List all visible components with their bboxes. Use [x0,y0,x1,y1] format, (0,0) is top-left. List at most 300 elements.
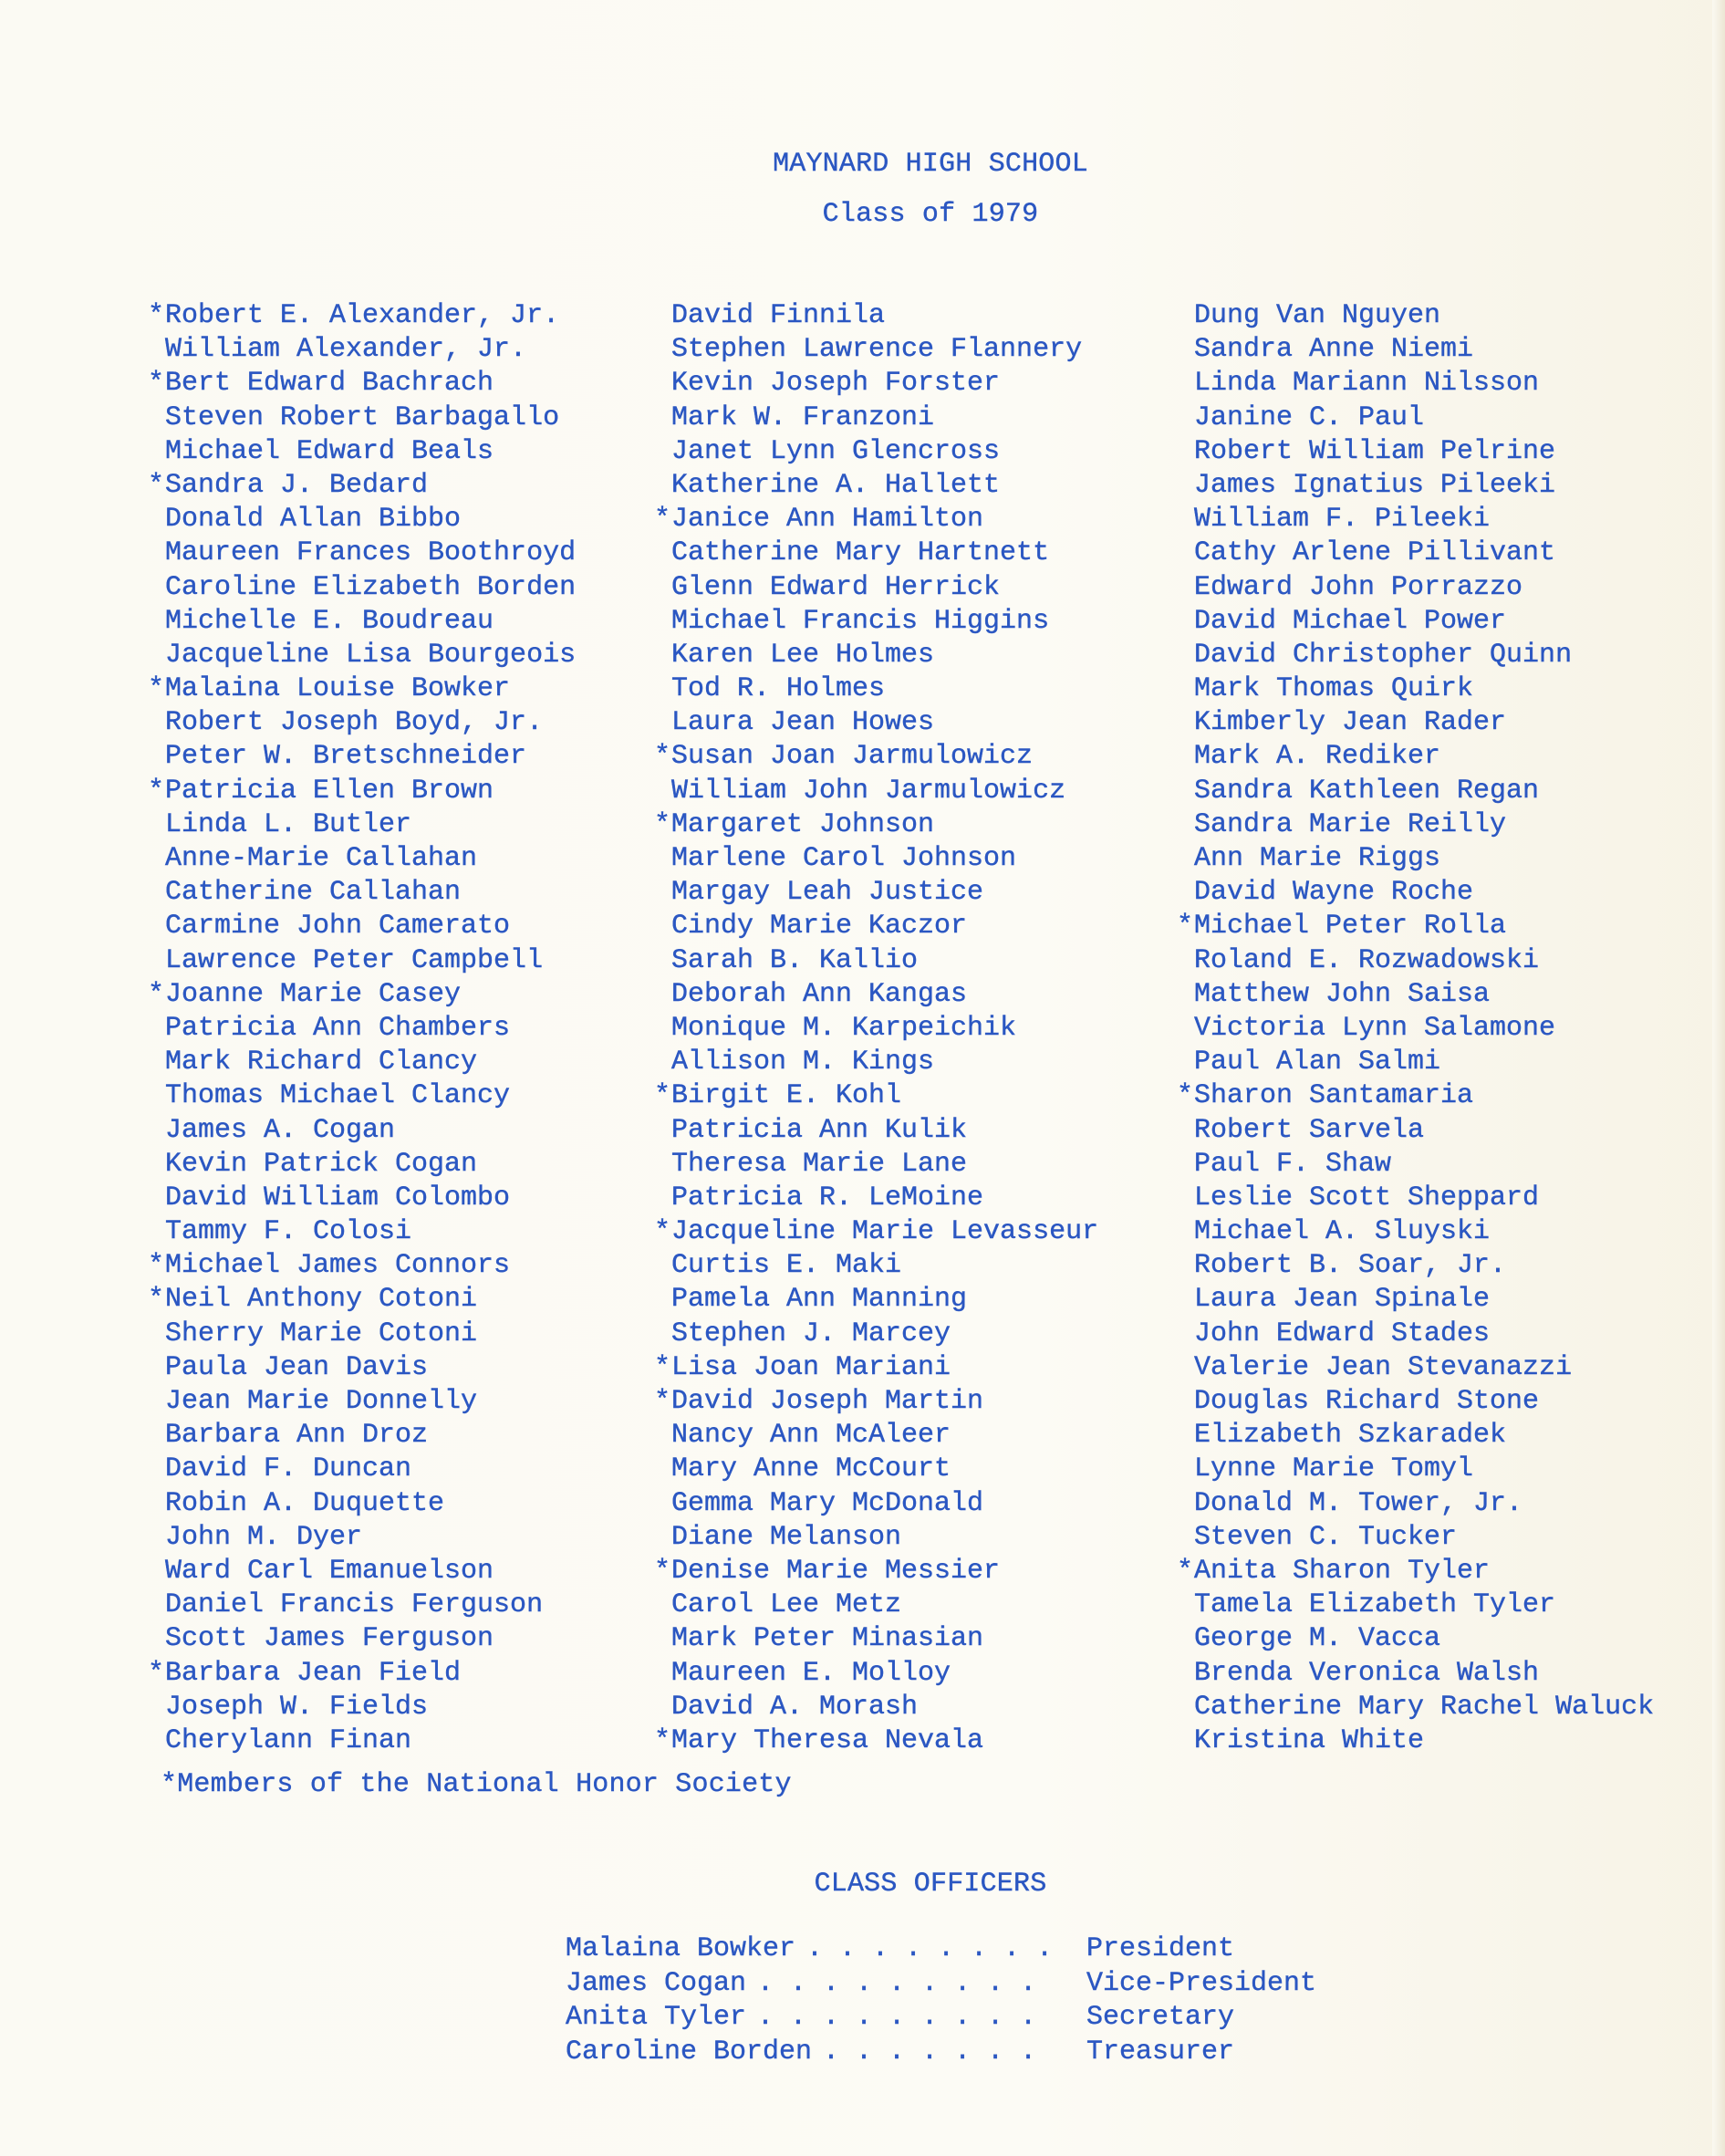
graduate-name [165,333,576,367]
graduate-name-text: Catherine Mary Rachel Waluck [1194,1691,1655,1723]
officers-list [566,1932,1387,2069]
graduate-name-text: Robert Joseph Boyd, Jr. [165,707,544,739]
graduate-name [165,1182,576,1215]
officer-role: Treasurer [1086,2036,1235,2067]
graduate-name-text: Sharon Santamaria [1194,1080,1474,1112]
honor-society-footnote: *Members of the National Honor Society [161,1769,792,1800]
graduate-name [148,367,576,401]
graduate-name-text: Mark Peter Minasian [671,1623,984,1655]
graduate-name [1194,1521,1654,1555]
graduate-name-text: Mark Thomas Quirk [1194,673,1474,705]
graduate-name-text: Malaina Louise Bowker [165,673,511,705]
graduate-name-text: Katherine A. Hallett [671,469,1001,501]
graduate-name [671,1453,1098,1486]
graduate-name [1194,1351,1654,1385]
graduate-name-text: Joanne Marie Casey [165,978,462,1010]
graduate-name [671,435,1098,469]
graduate-name-text: Sarah B. Kallio [671,944,919,976]
graduate-name [165,571,576,605]
graduate-name-text: Donald Allan Bibbo [165,504,462,536]
graduate-name-text: Thomas Michael Clancy [165,1080,511,1112]
graduate-name-text: David Joseph Martin [671,1386,984,1417]
graduate-name-text: David A. Morash [671,1691,919,1723]
graduate-name-text: Cathy Arlene Pillivant [1194,537,1556,569]
graduate-name [165,435,576,469]
graduate-name [165,876,576,910]
graduate-name-text: Victoria Lynn Salamone [1194,1012,1556,1044]
names-column-3 [1177,299,1655,1758]
officer-name: Anita Tyler [566,2002,747,2033]
graduate-name [671,1419,1098,1453]
graduate-name-text: Lisa Joan Mariani [671,1351,951,1383]
graduate-name-text: Susan Joan Jarmulowicz [671,741,1034,773]
graduate-name-text: Paul Alan Salmi [1194,1047,1441,1078]
graduate-name-text: Birgit E. Kohl [671,1080,902,1112]
graduate-name-text: Tamela Elizabeth Tyler [1194,1589,1556,1621]
graduate-name-text: Deborah Ann Kangas [671,978,968,1010]
graduate-name [1194,1249,1654,1283]
graduate-name-text: Monique M. Karpeichik [671,1012,1017,1044]
graduate-name [671,639,1098,672]
graduate-name-text: Lynne Marie Tomyl [1194,1453,1474,1485]
graduate-name-text: Sandra Kathleen Regan [1194,775,1540,807]
honor-asterisk-icon: * [654,1351,671,1383]
leader-dots: . . . . . . . . . [757,2002,1037,2033]
graduate-name [671,1012,1098,1046]
graduate-name [1194,1046,1654,1079]
graduate-name [1194,605,1654,639]
graduate-name [671,944,1098,978]
graduate-name-text: Robert Sarvela [1194,1114,1425,1146]
graduate-name-text: Sandra Anne Niemi [1194,334,1474,366]
officer-name-and-leader [566,2001,1036,2036]
names-column-1 [148,299,577,1758]
graduate-name-text: Donald M. Tower, Jr. [1194,1487,1523,1519]
graduate-name [671,1182,1098,1215]
graduate-name-text: Edward John Porrazzo [1194,571,1523,603]
graduate-name-text: Peter W. Bretschneider [165,741,527,773]
graduate-name-text: Kimberly Jean Rader [1194,707,1507,739]
graduate-name-text: Mary Anne McCourt [671,1453,951,1485]
graduate-name-text: James Ignatius Pileeki [1194,469,1556,501]
graduate-name [165,740,576,774]
graduate-name-text: Jean Marie Donnelly [165,1386,478,1417]
graduate-name-text: Paul F. Shaw [1194,1148,1392,1180]
graduate-name-text: William F. Pileeki [1194,504,1491,536]
graduate-name [671,706,1098,740]
officer-name: James Cogan [566,1967,747,1999]
honor-asterisk-icon: * [148,368,165,400]
graduate-name [654,1385,1098,1419]
graduate-name [671,1046,1098,1079]
honor-asterisk-icon: * [654,504,671,536]
graduate-name [165,808,576,842]
graduate-name-text: Brenda Veronica Walsh [1194,1657,1540,1689]
honor-asterisk-icon: * [1177,911,1194,943]
honor-asterisk-icon: * [654,808,671,840]
honor-asterisk-icon: * [148,469,165,501]
graduate-name [671,536,1098,570]
graduate-name-text: Ann Marie Riggs [1194,843,1441,874]
graduate-name [1194,808,1654,842]
graduate-name [165,401,576,435]
officer-role: Vice-President [1086,1967,1317,1999]
graduate-name-text: Dung Van Nguyen [1194,300,1441,331]
graduate-name [1194,1588,1654,1622]
graduate-name [165,503,576,536]
graduate-name-text: Mark W. Franzoni [671,401,935,433]
officer-name: Caroline Borden [566,2036,813,2067]
graduate-name [1194,435,1654,469]
leader-dots: . . . . . . . [823,2036,1037,2067]
graduate-name [1194,978,1654,1012]
officer-row [566,1967,1387,2002]
graduate-name [165,536,576,570]
graduate-name-text: Michael Francis Higgins [671,605,1050,637]
graduate-name [654,1555,1098,1588]
graduate-name [671,1622,1098,1656]
graduate-name [165,1215,576,1249]
graduate-name-text: Margaret Johnson [671,808,935,840]
graduate-name-text: Glenn Edward Herrick [671,571,1001,603]
honor-asterisk-icon: * [148,978,165,1010]
graduate-name-text: Janice Ann Hamilton [671,504,984,536]
graduate-name [148,775,576,808]
graduate-name [1194,1453,1654,1486]
graduate-name-text: Mary Theresa Nevala [671,1724,984,1756]
graduate-name [165,1318,576,1351]
graduate-name [671,469,1098,503]
graduate-name [1194,1385,1654,1419]
graduate-name [165,1487,576,1521]
graduate-name-text: Patricia R. LeMoine [671,1182,984,1213]
graduate-name [165,1148,576,1182]
graduate-name-text: Marlene Carol Johnson [671,843,1017,874]
graduate-name [671,1487,1098,1521]
graduate-name-text: Tammy F. Colosi [165,1216,412,1248]
graduate-name [671,1114,1098,1148]
graduate-name [671,978,1098,1012]
graduate-name-text: Laura Jean Howes [671,707,935,739]
graduate-name [671,1521,1098,1555]
graduate-name [1194,536,1654,570]
graduate-name [671,1657,1098,1691]
graduate-name [671,842,1098,876]
graduate-name-text: David Finnila [671,300,886,331]
graduate-name [1194,944,1654,978]
graduate-name-text: Diane Melanson [671,1521,902,1553]
graduate-name-text: Carmine John Camerato [165,911,511,943]
names-column-2 [654,299,1099,1758]
graduate-name [148,469,576,503]
graduate-name [1194,1419,1654,1453]
graduate-name [1194,571,1654,605]
school-title: MAYNARD HIGH SCHOOL [773,149,1088,180]
graduate-name-text: Theresa Marie Lane [671,1148,968,1180]
officer-row [566,2036,1387,2070]
graduate-name [1194,1487,1654,1521]
graduate-name-text: Barbara Jean Field [165,1657,462,1689]
graduate-name-text: Stephen J. Marcey [671,1318,951,1349]
graduate-name-text: James A. Cogan [165,1114,396,1146]
graduate-name-text: Roland E. Rozwadowski [1194,944,1540,976]
graduate-name [1194,775,1654,808]
graduate-name [654,1724,1098,1758]
graduate-name-text: Stephen Lawrence Flannery [671,334,1083,366]
graduate-name [654,740,1098,774]
graduate-name [165,1046,576,1079]
graduate-name-text: Mark Richard Clancy [165,1047,478,1078]
graduate-name-text: Catherine Mary Hartnett [671,537,1050,569]
graduate-name-text: Allison M. Kings [671,1047,935,1078]
graduate-name [654,1079,1098,1113]
graduate-name [671,1318,1098,1351]
graduate-name [165,1385,576,1419]
graduate-name-text: Lawrence Peter Campbell [165,944,544,976]
graduate-name-text: Sandra J. Bedard [165,469,429,501]
graduate-name [671,1283,1098,1317]
graduate-name-text: Catherine Callahan [165,877,462,909]
graduate-name [671,299,1098,333]
graduate-name [165,1419,576,1453]
honor-asterisk-icon: * [654,1724,671,1756]
officers-heading: CLASS OFFICERS [814,1869,1047,1900]
graduate-name [165,1588,576,1622]
graduate-name-text: Steven C. Tucker [1194,1521,1458,1553]
graduate-name-text: Linda L. Butler [165,808,412,840]
graduate-name-text: William John Jarmulowicz [671,775,1066,807]
graduate-name-text: Laura Jean Spinale [1194,1284,1491,1316]
graduate-name [165,1555,576,1588]
graduate-name-text: Maureen Frances Boothroyd [165,537,577,569]
graduate-name-text: Elizabeth Szkaradek [1194,1420,1507,1452]
graduate-name-text: Pamela Ann Manning [671,1284,968,1316]
graduate-name-text: John M. Dyer [165,1521,363,1553]
graduate-name [165,842,576,876]
graduate-name [1177,910,1654,943]
paper-edge [1712,0,1725,2156]
graduate-name [165,1351,576,1385]
graduate-name-text: Margay Leah Justice [671,877,984,909]
graduate-name [671,775,1098,808]
graduate-name [148,1249,576,1283]
honor-asterisk-icon: * [148,1284,165,1316]
graduate-name [1194,401,1654,435]
graduate-name-text: Nancy Ann McAleer [671,1420,951,1452]
graduate-name-text: Douglas Richard Stone [1194,1386,1540,1417]
graduate-name [1194,367,1654,401]
graduate-name [671,1588,1098,1622]
graduate-name-text: Jacqueline Lisa Bourgeois [165,639,577,671]
graduate-name-text: Neil Anthony Cotoni [165,1284,478,1316]
graduate-name [1194,1283,1654,1317]
graduate-name [1194,1114,1654,1148]
graduate-name-text: Michelle E. Boudreau [165,605,494,637]
graduate-name-text: Bert Edward Bachrach [165,368,494,400]
honor-asterisk-icon: * [1177,1080,1194,1112]
graduate-name-text: Ward Carl Emanuelson [165,1555,494,1587]
graduate-name-text: Robert William Pelrine [1194,435,1556,467]
officer-name-and-leader [566,2036,1036,2070]
graduate-name [671,1249,1098,1283]
graduate-name [165,944,576,978]
officer-row [566,1932,1387,1967]
graduate-name-text: Kristina White [1194,1724,1425,1756]
graduate-name [654,808,1098,842]
graduate-name-text: Michael Peter Rolla [1194,911,1507,943]
honor-asterisk-icon: * [148,775,165,807]
honor-asterisk-icon: * [148,300,165,331]
graduate-name [671,876,1098,910]
graduate-name-text: David F. Duncan [165,1453,412,1485]
graduate-name-text: Tod R. Holmes [671,673,886,705]
graduate-name [1194,299,1654,333]
honor-asterisk-icon: * [148,673,165,705]
graduate-name-text: Valerie Jean Stevanazzi [1194,1351,1573,1383]
graduate-name [148,299,576,333]
graduate-name-text: Curtis E. Maki [671,1250,902,1282]
graduate-name-text: Barbara Ann Droz [165,1420,429,1452]
graduate-name-text: Matthew John Saisa [1194,978,1491,1010]
honor-asterisk-icon: * [148,1250,165,1282]
graduate-name-text: Linda Mariann Nilsson [1194,368,1540,400]
graduate-name-text: George M. Vacca [1194,1623,1441,1655]
graduate-name [165,1453,576,1486]
honor-asterisk-icon: * [654,1386,671,1417]
graduate-name [1194,1691,1654,1724]
graduate-name-text: David Christopher Quinn [1194,639,1573,671]
honor-asterisk-icon: * [654,1216,671,1248]
leader-dots: . . . . . . . . . [757,1967,1037,1999]
officer-name: Malaina Bowker [566,1933,796,1964]
graduate-name [1194,1182,1654,1215]
graduate-name-text: Denise Marie Messier [671,1555,1001,1587]
honor-asterisk-icon: * [654,1555,671,1587]
class-year: Class of 1979 [822,199,1039,230]
graduate-name-text: Patricia Ellen Brown [165,775,494,807]
graduate-name-text: Robert B. Soar, Jr. [1194,1250,1507,1282]
graduate-name [1194,1622,1654,1656]
graduate-name-text: Cherylann Finan [165,1724,412,1756]
honor-asterisk-icon: * [654,741,671,773]
graduate-name [1194,469,1654,503]
graduate-name [165,1012,576,1046]
graduate-name-text: Scott James Ferguson [165,1623,494,1655]
graduate-name-text: Leslie Scott Sheppard [1194,1182,1540,1213]
officer-name-and-leader [566,1967,1036,2002]
graduate-name-text: Mark A. Rediker [1194,741,1441,773]
officer-role: Secretary [1086,2002,1235,2033]
graduate-name [165,1622,576,1656]
graduate-name [165,1079,576,1113]
graduate-name-text: Sherry Marie Cotoni [165,1318,478,1349]
graduate-name [1177,1555,1654,1588]
graduate-name [654,1351,1098,1385]
graduate-name [671,672,1098,706]
graduate-name [165,1521,576,1555]
graduate-name [671,605,1098,639]
graduate-name-text: Steven Robert Barbagallo [165,401,560,433]
graduate-name [1194,1657,1654,1691]
graduate-name-text: Robert E. Alexander, Jr. [165,300,560,331]
graduate-name [671,333,1098,367]
graduate-name [165,1724,576,1758]
graduate-name [1194,503,1654,536]
graduate-name-text: David Wayne Roche [1194,877,1474,909]
graduate-name-text: Karen Lee Holmes [671,639,935,671]
graduate-name-text: Anita Sharon Tyler [1194,1555,1491,1587]
graduate-name [671,1148,1098,1182]
graduate-name [1194,1724,1654,1758]
graduate-name-text: David Michael Power [1194,605,1507,637]
graduate-name [1194,1148,1654,1182]
graduate-name [1194,706,1654,740]
graduate-name [671,910,1098,943]
graduate-name [1194,740,1654,774]
graduate-name-text: Gemma Mary McDonald [671,1487,984,1519]
graduate-name [165,605,576,639]
graduate-name [165,1114,576,1148]
graduate-name-text: Cindy Marie Kaczor [671,911,968,943]
graduate-name [1194,1012,1654,1046]
graduate-name-text: Jacqueline Marie Levasseur [671,1216,1099,1248]
graduate-name-text: Janet Lynn Glencross [671,435,1001,467]
graduate-name-text: William Alexander, Jr. [165,334,527,366]
graduate-name [654,1215,1099,1249]
graduate-name [1194,672,1654,706]
graduate-name-text: Joseph W. Fields [165,1691,429,1723]
graduate-name [165,1691,576,1724]
graduate-name [1177,1079,1654,1113]
graduate-name [1194,876,1654,910]
graduate-name-text: John Edward Stades [1194,1318,1491,1349]
graduate-name-text: Paula Jean Davis [165,1351,429,1383]
graduate-name [1194,639,1654,672]
graduate-name-text: Daniel Francis Ferguson [165,1589,544,1621]
graduate-name [671,367,1098,401]
graduate-name [671,401,1098,435]
graduate-name [148,1657,576,1691]
graduate-name-text: Michael A. Sluyski [1194,1216,1491,1248]
graduate-name-text: Caroline Elizabeth Borden [165,571,577,603]
officer-role: President [1086,1933,1235,1964]
graduate-name [165,910,576,943]
graduate-name-text: Janine C. Paul [1194,401,1425,433]
graduate-name-text: David William Colombo [165,1182,511,1213]
graduate-name-text: Patricia Ann Chambers [165,1012,511,1044]
graduate-name-text: Anne-Marie Callahan [165,843,478,874]
graduate-name-text: Kevin Joseph Forster [671,368,1001,400]
graduate-name [148,978,576,1012]
honor-asterisk-icon: * [148,1657,165,1689]
graduate-name-text: Kevin Patrick Cogan [165,1148,478,1180]
graduate-name [165,639,576,672]
graduate-name-text: Maureen E. Molloy [671,1657,951,1689]
graduate-name [671,1691,1098,1724]
graduate-name [671,571,1098,605]
graduate-name [165,706,576,740]
graduate-name [148,1283,576,1317]
leader-dots: . . . . . . . . [806,1933,1054,1964]
graduate-name-text: Sandra Marie Reilly [1194,808,1507,840]
officer-name-and-leader [566,1932,1053,1967]
graduate-name [1194,842,1654,876]
graduate-name [148,672,576,706]
graduate-name [1194,1318,1654,1351]
graduate-name [1194,1215,1654,1249]
graduate-name-text: Robin A. Duquette [165,1487,445,1519]
honor-asterisk-icon: * [654,1080,671,1112]
